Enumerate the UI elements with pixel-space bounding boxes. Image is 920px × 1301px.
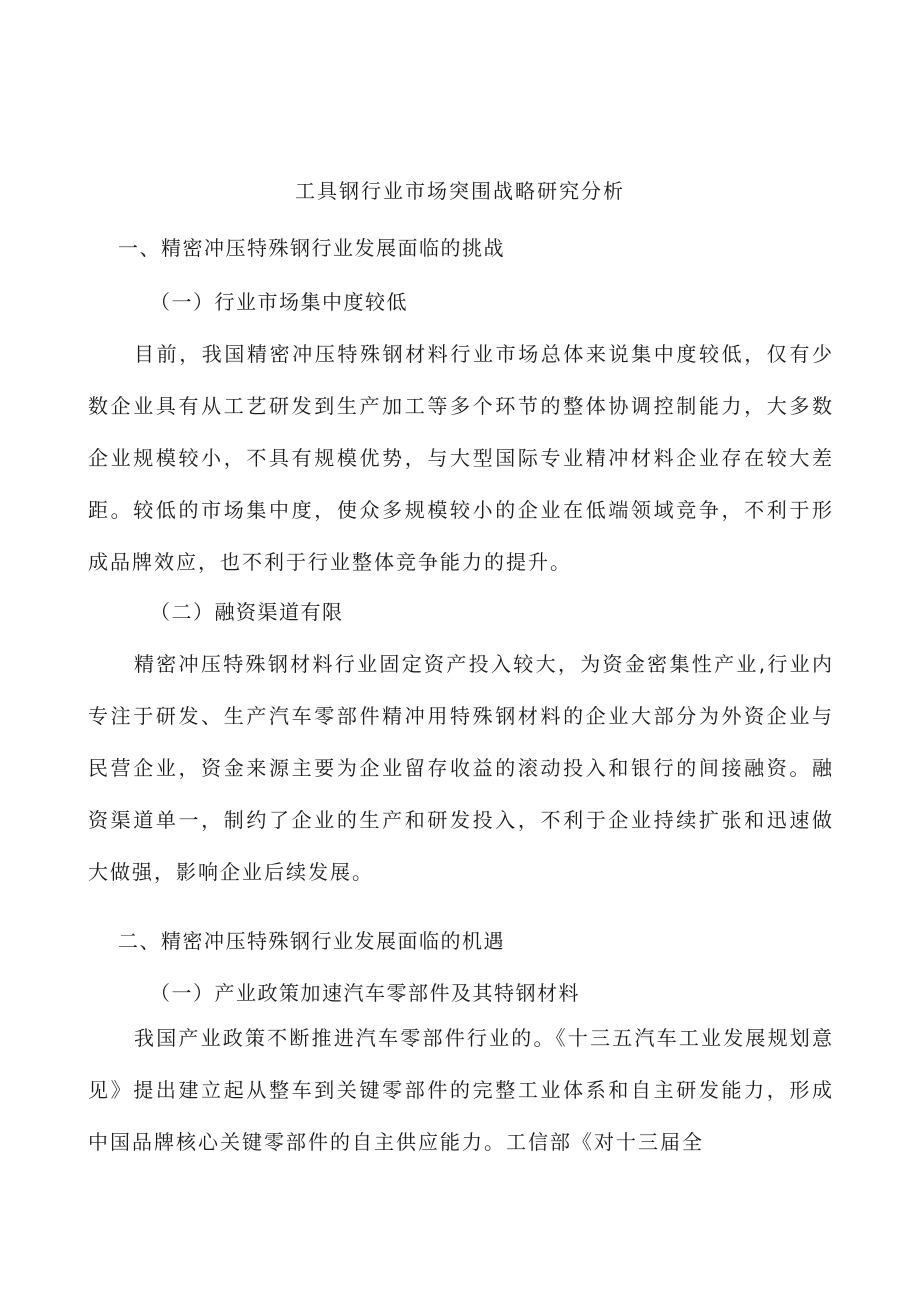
section-1-paragraph-1: 目前，我国精密冲压特殊钢材料行业市场总体来说集中度较低，仅有少数企业具有从工艺研发到生产加工等多个环节的整体协调控制能力，大多数企业规模较小，不具有规模优势，与大型国际专业精冲材料企业存在较大差距。较低的市场集中度，使众多规模较小的企业在低端领域竞争，不利于形成品牌效应，也不利于行业整体竞争能力的提升。 [88, 342, 834, 574]
section-1-heading: 一、精密冲压特殊钢行业发展面临的挑战 [118, 236, 505, 260]
document-title: 工具钢行业市场突围战略研究分析 [295, 179, 625, 203]
section-1-subheading-2: （二）融资渠道有限 [150, 600, 344, 624]
section-2-paragraph-1: 我国产业政策不断推进汽车零部件行业的。《十三五汽车工业发展规划意见》提出建立起从整车到关键零部件的完整工业体系和自主研发能力，形成中国品牌核心关键零部件的自主供应能力。工信部《对十三届全 [88, 1026, 834, 1154]
section-1-paragraph-2: 精密冲压特殊钢材料行业固定资产投入较大，为资金密集性产业,行业内专注于研发、生产汽车零部件精冲用特殊钢材料的企业大部分为外资企业与民营企业，资金来源主要为企业留存收益的滚动投入和银行的间接融资。融资渠道单一，制约了企业的生产和研发投入，不利于企业持续扩张和迅速做大做强，影响企业后续发展。 [88, 652, 834, 884]
section-2-heading: 二、精密冲压特殊钢行业发展面临的机遇 [118, 929, 505, 953]
section-2-subheading-1: （一）产业政策加速汽车零部件及其特钢材料 [150, 981, 580, 1005]
section-1-subheading-1: （一）行业市场集中度较低 [150, 290, 408, 314]
